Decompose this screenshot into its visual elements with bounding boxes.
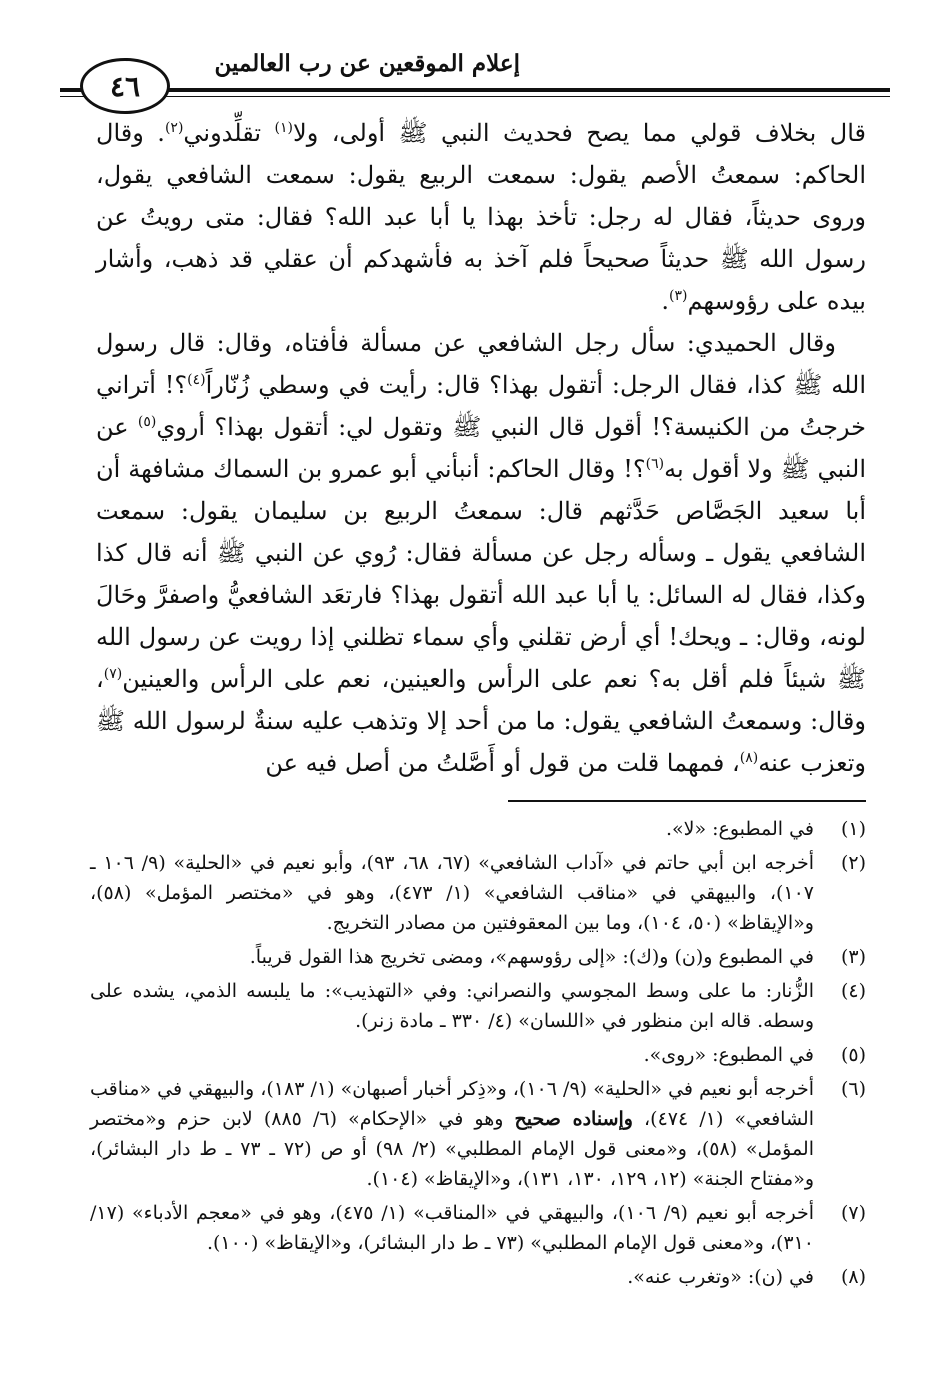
footnote-text-part: أخرجه أبو نعيم في «الحلية» (٩/ ١٠٦)، و«ذِكر أخبار أصبهان» (١/ ١٨٣)، والبيهقي في «مناقب الشافعي» (١/ ٤٧٤)، (90, 1078, 814, 1130)
paragraph-2-text-f: ، فمهما قلت من قول أو أَصَّلتُ من أصل فيه عن (265, 749, 740, 777)
running-title: إعلام الموقعين عن رب العالمين (214, 50, 520, 77)
footnote-6 (90, 1074, 866, 1194)
footnote-ref-2: (٢) (164, 120, 184, 136)
footnote-text: في (ن): «وتغرب عنه». (627, 1266, 814, 1288)
footnote-number: (٧) (840, 1202, 866, 1224)
footnote-number: (٨) (840, 1266, 866, 1288)
paragraph-1 (96, 112, 866, 322)
footnote-text-part: وهو في «الإحكام» (٦/ ٨٨٥) لابن حزم و«مختصر المؤمل» (٥٨)، و«معنى قول الإمام المطلبي» (٢/ ٩٨) أو ص (٧٢ ـ ٧٣ ـ ط دار البشائر)، و«مفتاح الجنة» (١٢، ١٢٩، ١٣٠، ١٣١)، و«الإيقاظ» (١٠٤). (90, 1108, 814, 1190)
footnote-5 (90, 1040, 866, 1070)
paragraph-2-text-d: ؟! وقال الحاكم: أنبأني أبو عمرو بن السماك مشافهة أن أبا سعيد الجَصَّاص حَدَّثهم قال: سمعتُ الربيع بن سليمان يقول: سمعت الشافعي يقول ـ وسأله رجل عن مسألة فقال: رُوي عن النبي ﷺ أنه قال كذا وكذا، فقال له السائل: يا أبا عبد الله أتقول بهذا؟ فارتعَد الشافعيُّ واصفرَّ وحَالَ لونه، وقال: ـ ويحك! أي أرض تقلني وأي سماء تظلني إذا رويت عن رسول الله ﷺ شيئاً فلم أقل به؟ نعم على الرأس والعينين، نعم على الرأس والعينين (96, 455, 867, 693)
footnote-text: أخرجه ابن أبي حاتم في «آداب الشافعي» (٦٧، ٦٨، ٩٣)، وأبو نعيم في «الحلية» (٩/ ١٠٦ ـ ١٠٧)، والبيهقي في «مناقب الشافعي» (١/ ٤٧٣)، وهو في «مختصر المؤمل» (٥٨)، و«الإيقاظ» (٥٠، ١٠٤)، وما بين المعقوفتين من مصادر التخريج. (90, 852, 814, 934)
footnote-number: (٤) (840, 980, 866, 1002)
paragraph-2-text-a: وقال الحميدي: سأل رجل الشافعي عن مسألة فأفتاه، وقال: قال رسول الله ﷺ كذا، فقال الرجل: أتقول بهذا؟ قال: رأيت في وسطي زُنّاراً (96, 329, 866, 399)
footnote-ref-5: (٥) (137, 414, 157, 430)
footnote-7 (90, 1198, 866, 1258)
footnote-3 (90, 942, 866, 972)
footnote-1 (90, 814, 866, 844)
footnote-number: (٢) (840, 852, 866, 874)
header-rule-thin (60, 96, 890, 97)
footnote-ref-3: (٣) (668, 288, 688, 304)
paragraph-1-text-b: تقلِّدوني (183, 119, 275, 147)
footnote-ref-1: (١) (274, 120, 293, 136)
footnote-text: أخرجه أبو نعيم (٩/ ١٠٦)، والبيهقي في «المناقب» (١/ ٤٧٥)، وهو في «معجم الأدباء» (١٧/ ٣١٠)، و«معنى قول الإمام المطلبي» (٧٣ ـ ط دار البشائر)، و«الإيقاظ» (١٠٠). (90, 1202, 815, 1254)
footnote-text: الزُّنار: ما على وسط المجوسي والنصراني: وفي «التهذيب»: ما يلبسه الذمي، يشده على وسطه. قاله ابن منظور في «اللسان» (٤/ ٣٣٠ ـ مادة زنر). (90, 980, 814, 1032)
paragraph-2 (96, 322, 866, 784)
paragraph-1-text-d: . (661, 287, 669, 315)
main-text (96, 112, 866, 784)
paragraph-1-text-c: . وقال الحاكم: سمعتُ الأصم يقول: سمعت الربيع يقول: سمعت الشافعي يقول، وروى حديثاً، فقال له رجل: تأخذ بهذا يا أبا عبد الله؟ فقال: متى رويتُ عن رسول الله ﷺ حديثاً صحيحاً فلم آخذ به فأشهدكم أن عقلي قد ذهب، وأشار بيده على رؤوسهم (96, 119, 866, 315)
paragraph-2-text-e: ، وقال: وسمعتُ الشافعي يقول: ما من أحد إلا وتذهب عليه سنةٌ لرسول الله ﷺ وتعزب عنه (96, 665, 866, 777)
footnote-8 (90, 1262, 866, 1292)
footnotes (90, 814, 866, 1296)
page-header (60, 44, 890, 108)
footnote-text: في المطبوع و(ن) و(ك): «إلى رؤوسهم»، ومضى تخريج هذا القول قريباً. (249, 946, 814, 968)
footnote-text-bold: وإسناده صحيح (514, 1108, 633, 1130)
footnote-ref-4: (٤) (187, 372, 206, 388)
page-number: ٤٦ (80, 58, 170, 114)
footnote-ref-8: (٨) (739, 750, 759, 766)
footnote-4 (90, 976, 866, 1036)
footnote-ref-6: (٦) (645, 456, 665, 472)
header-rule (60, 88, 890, 92)
paragraph-2-text-b: ؟! أتراني خرجتُ من الكنيسة؟! أقول قال النبي ﷺ وتقول لي: أتقول بهذا؟ أروي (96, 371, 866, 441)
footnote-text: في المطبوع: «لا». (665, 818, 814, 840)
footnote-text (90, 1074, 814, 1194)
footnote-ref-7: (٧) (103, 666, 123, 682)
paragraph-2-text-c: عن النبي ﷺ ولا أقول به (96, 413, 866, 483)
footnote-separator (508, 800, 866, 802)
footnote-number: (١) (840, 818, 866, 840)
footnote-number: (٣) (840, 946, 866, 968)
footnote-number: (٦) (840, 1078, 866, 1100)
footnote-number: (٥) (840, 1044, 866, 1066)
paragraph-1-text-a: قال بخلاف قولي مما يصح فحديث النبي ﷺ أولى، ولا (293, 119, 867, 147)
footnote-2 (90, 848, 866, 938)
footnote-text: في المطبوع: «روى». (643, 1044, 814, 1066)
